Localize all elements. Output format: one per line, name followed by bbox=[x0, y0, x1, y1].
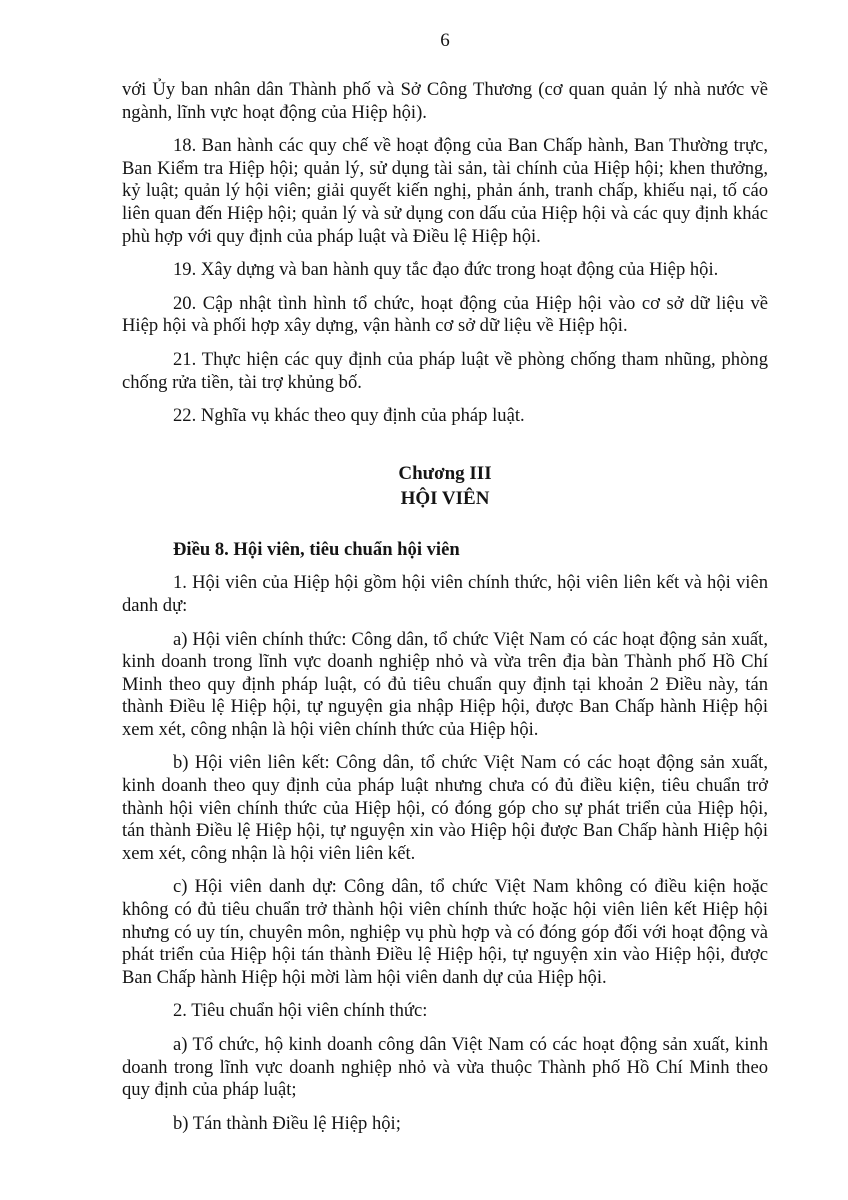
paragraph-21: 21. Thực hiện các quy định của pháp luật về phòng chống tham nhũng, phòng chống rửa tiền, tài trợ khủng bố. bbox=[122, 348, 768, 393]
paragraph-22: 22. Nghĩa vụ khác theo quy định của pháp luật. bbox=[173, 405, 525, 427]
paragraph-continuation: với Ủy ban nhân dân Thành phố và Sở Công Thương (cơ quan quản lý nhà nước về ngành, lĩnh vực hoạt động của Hiệp hội). bbox=[122, 79, 768, 123]
paragraph-20: 20. Cập nhật tình hình tổ chức, hoạt động của Hiệp hội vào cơ sở dữ liệu về Hiệp hội và phối hợp xây dựng, vận hành cơ sở dữ liệu về Hiệp hội. bbox=[122, 292, 768, 337]
page-number: 6 bbox=[440, 30, 450, 51]
clause-1-point-b: b) Hội viên liên kết: Công dân, tổ chức Việt Nam có các hoạt động sản xuất, kinh doanh theo quy định của pháp luật nhưng chưa có đủ điều kiện, tiêu chuẩn trở thành hội viên chính thức của Hiệp hội, có đóng góp cho sự phát triển của Hiệp hội, tán thành Điều lệ Hiệp hội, tự nguyện xin vào Hiệp hội được Ban Chấp hành Hiệp hội xem xét, công nhận là hội viên liên kết. bbox=[122, 752, 768, 864]
clause-1: 1. Hội viên của Hiệp hội gồm hội viên chính thức, hội viên liên kết và hội viên danh dự: bbox=[122, 572, 768, 616]
chapter-heading bbox=[122, 461, 768, 511]
paragraph-18: 18. Ban hành các quy chế về hoạt động của Ban Chấp hành, Ban Thường trực, Ban Kiểm tra Hiệp hội; quản lý, sử dụng tài sản, tài chính của Hiệp hội; khen thưởng, kỷ luật; quản lý hội viên; giải quyết kiến nghị, phản ánh, tranh chấp, khiếu nại, tố cáo liên quan đến Hiệp hội; quản lý và sử dụng con dấu của Hiệp hội và các quy định khác phù hợp với quy định của pháp luật và Điều lệ Hiệp hội. bbox=[122, 135, 768, 247]
paragraph-19: 19. Xây dựng và ban hành quy tắc đạo đức trong hoạt động của Hiệp hội. bbox=[173, 259, 719, 281]
clause-2-point-b: b) Tán thành Điều lệ Hiệp hội; bbox=[173, 1112, 401, 1134]
article-8-heading: Điều 8. Hội viên, tiêu chuẩn hội viên bbox=[173, 538, 460, 560]
chapter-label: Chương III bbox=[398, 462, 492, 484]
clause-1-point-a: a) Hội viên chính thức: Công dân, tổ chức Việt Nam có các hoạt động sản xuất, kinh doanh trong lĩnh vực doanh nghiệp nhỏ và vừa trên địa bàn Thành phố Hồ Chí Minh theo quy định pháp luật, có đủ tiêu chuẩn quy định tại khoản 2 Điều này, tán thành Điều lệ Hiệp hội, tự nguyện gia nhập Hiệp hội, được Ban Chấp hành Hiệp hội xem xét, công nhận là hội viên chính thức của Hiệp hội. bbox=[122, 628, 768, 740]
clause-2: 2. Tiêu chuẩn hội viên chính thức: bbox=[173, 1000, 428, 1022]
clause-1-point-c: c) Hội viên danh dự: Công dân, tổ chức Việt Nam không có điều kiện hoặc không có đủ tiêu chuẩn trở thành hội viên chính thức hoặc hội viên liên kết Hiệp hội nhưng có uy tín, chuyên môn, nghiệp vụ phù hợp và có đóng góp đối với hoạt động và phát triển của Hiệp hội tán thành Điều lệ Hiệp hội, tự nguyện xin vào Hiệp hội, được Ban Chấp hành Hiệp hội mời làm hội viên danh dự của Hiệp hội. bbox=[122, 876, 768, 988]
chapter-title: HỘI VIÊN bbox=[400, 487, 490, 509]
clause-2-point-a: a) Tổ chức, hộ kinh doanh công dân Việt Nam có các hoạt động sản xuất, kinh doanh trong lĩnh vực doanh nghiệp nhỏ và vừa thuộc Thành phố Hồ Chí Minh theo quy định của pháp luật; bbox=[122, 1034, 768, 1101]
